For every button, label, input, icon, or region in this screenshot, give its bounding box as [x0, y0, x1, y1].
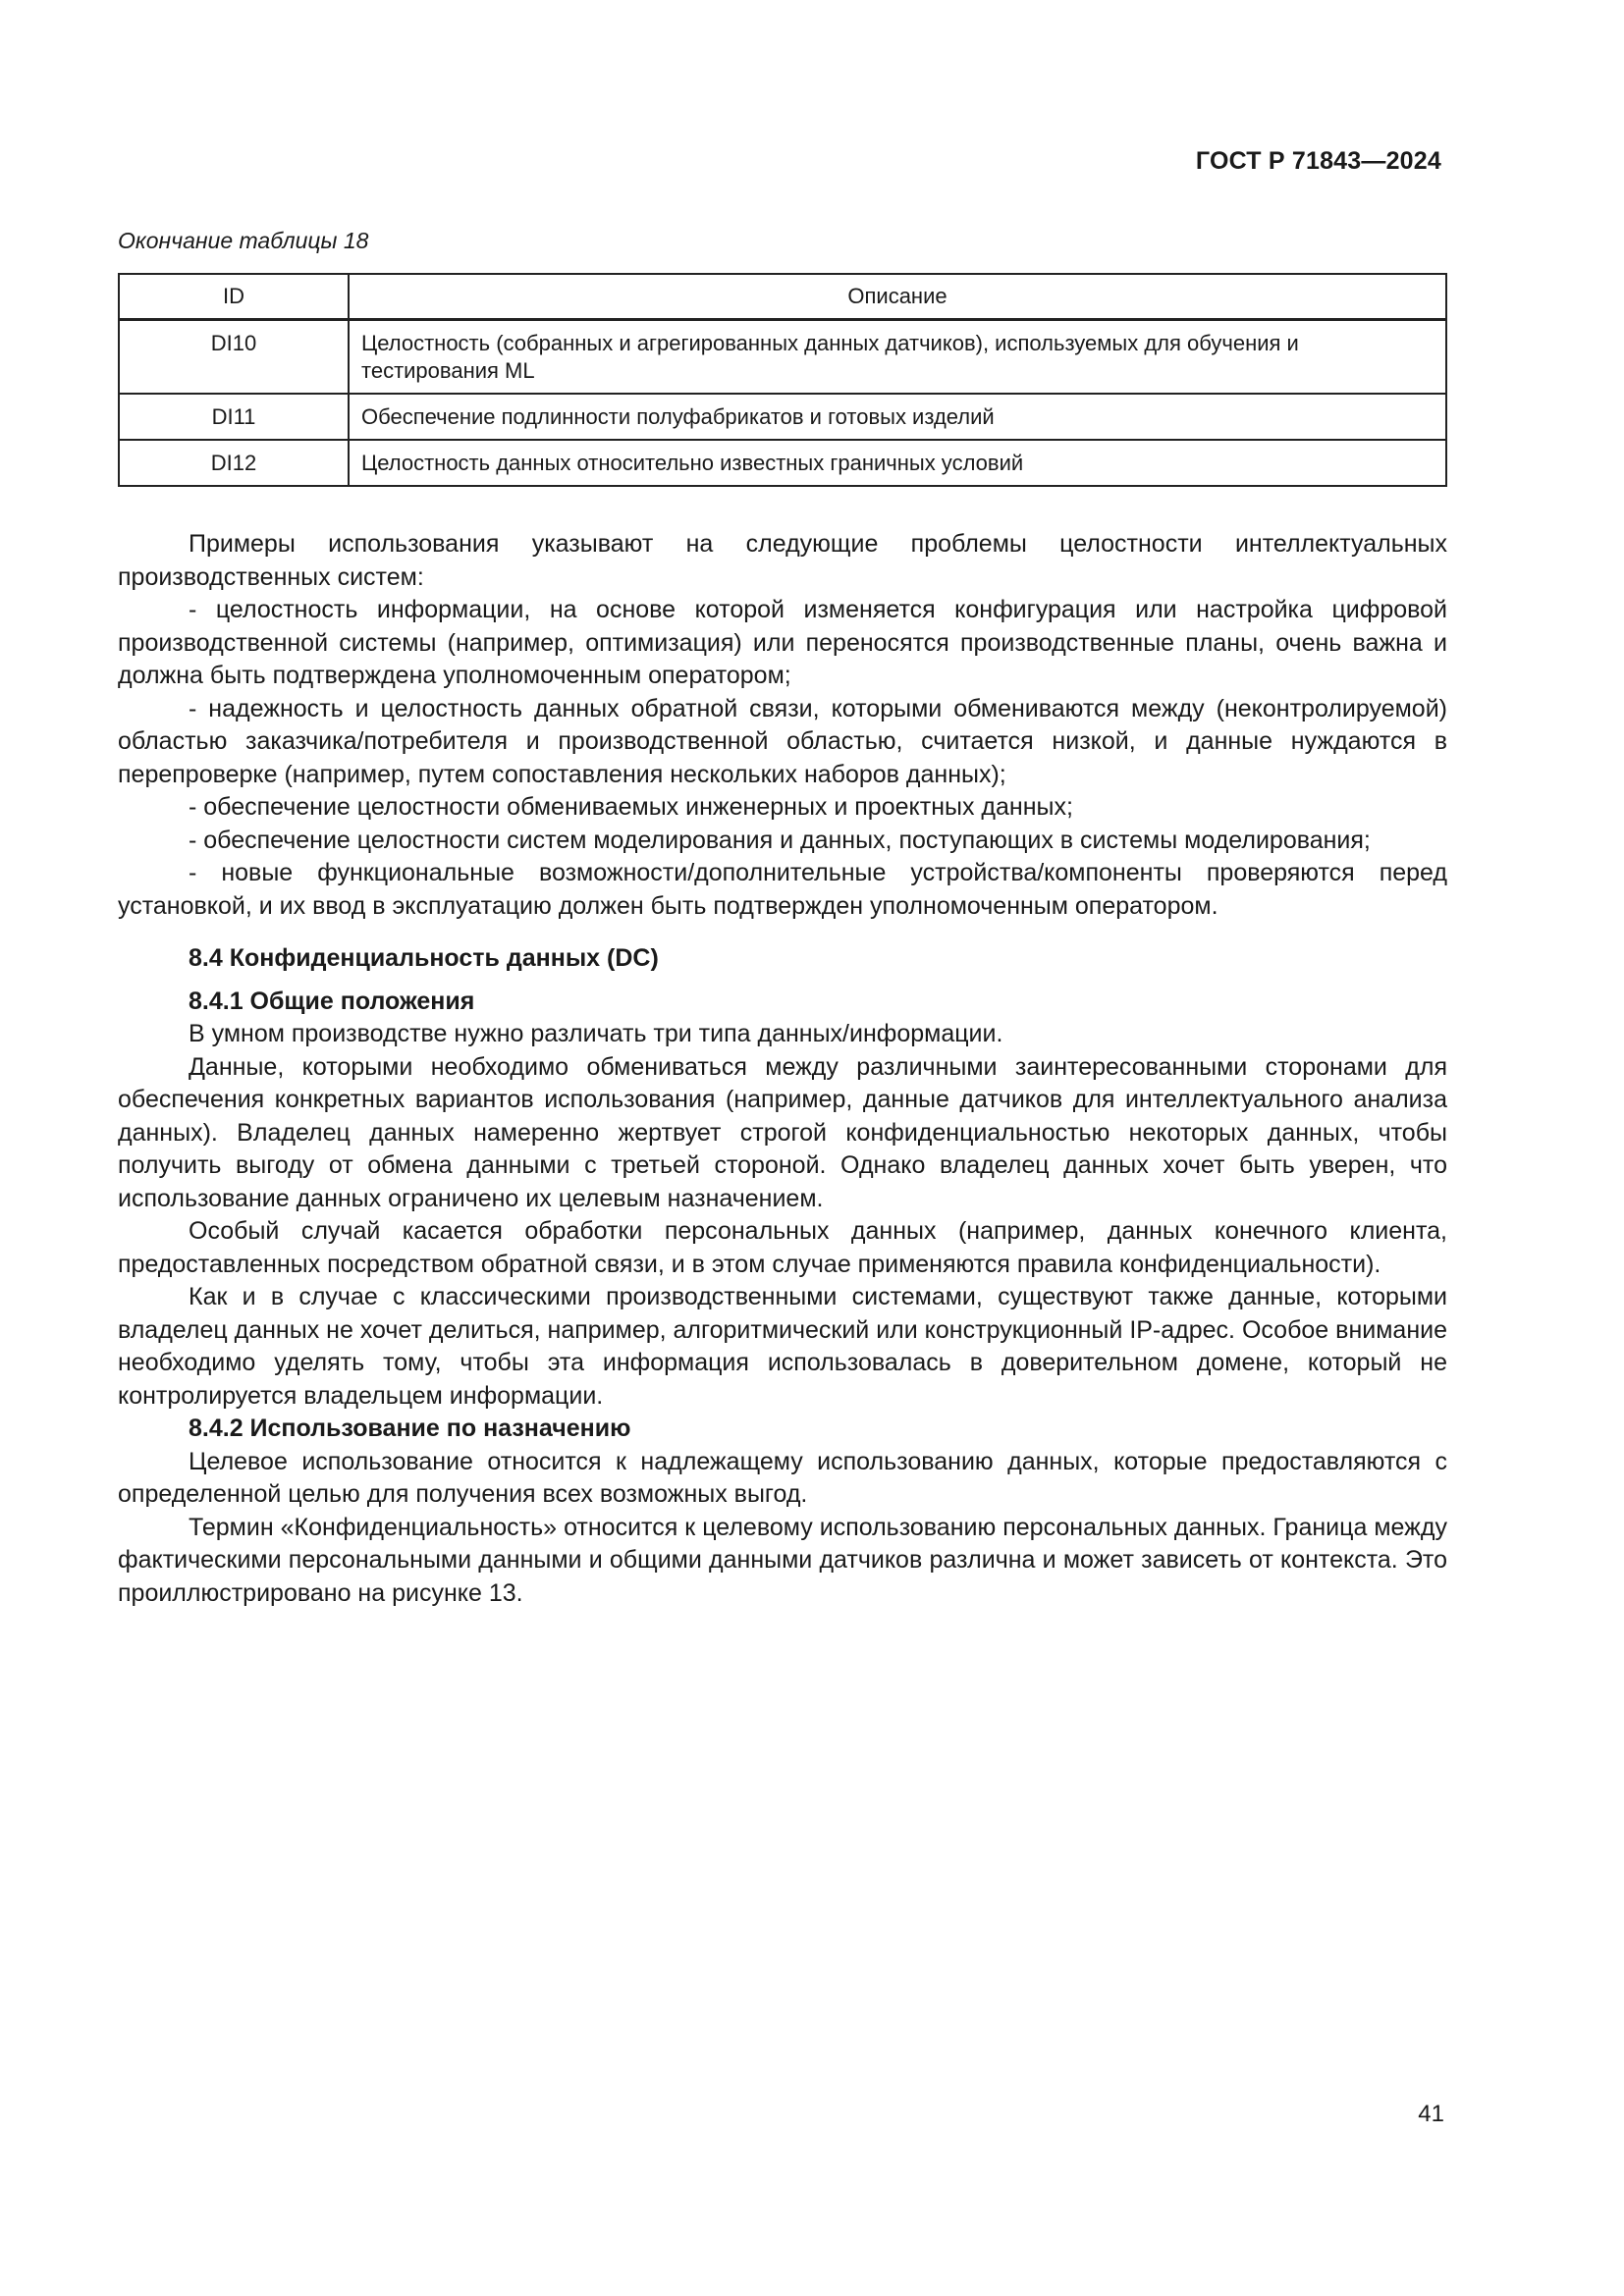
row-id: DI12	[119, 440, 349, 486]
table-row	[119, 440, 1446, 486]
list-item: - надежность и целостность данных обратной связи, которыми обмениваются между (неконтролируемой) областью заказчика/потребителя и производственной областью, считается низкой, и данные нуждаются в перепроверке (например, путем сопоставления нескольких наборов данных);	[118, 694, 1447, 788]
body-text	[118, 528, 1447, 1610]
paragraph: Целевое использование относится к надлежащему использованию данных, которые предоставляются с определенной целью для получения всех возможных выгод.	[118, 1447, 1447, 1508]
row-id: DI10	[119, 320, 349, 395]
paragraph: Данные, которыми необходимо обмениваться между различными заинтересованными сторонами для обеспечения конкретных вариантов использования (например, данные датчиков для интеллектуального анализа данных). Владелец данных намеренно жертвует строгой конфиденциальностью некоторых данных, чтобы получить выгоду от обмена данными с третьей стороной. Однако владелец данных хочет быть уверен, что использование данных ограничено их целевым назначением.	[118, 1052, 1447, 1212]
paragraph: Как и в случае с классическими производственными системами, существуют также данные, которыми владелец данных не хочет делиться, например, алгоритмический или конструкционный IP-адрес. Особое внимание необходимо уделять тому, чтобы эта информация использовалась в доверительном домене, который не контролируется владельцем информации.	[118, 1283, 1447, 1410]
row-id: DI11	[119, 394, 349, 440]
paragraph: В умном производстве нужно различать три типа данных/информации.	[189, 1020, 1003, 1047]
intro-paragraph: Примеры использования указывают на следующие проблемы целостности интеллектуальных производственных систем:	[118, 530, 1447, 591]
paragraph: Термин «Конфиденциальность» относится к целевому использованию персональных данных. Граница между фактическими персональными данными и общими данными датчиков различна и может зависеть от контекста. Это проиллюстрировано на рисунке 13.	[118, 1513, 1447, 1607]
column-header-description: Описание	[349, 274, 1446, 320]
section-heading-8-4-1: 8.4.1 Общие положения	[189, 987, 475, 1015]
row-description: Целостность данных относительно известных граничных условий	[349, 440, 1446, 486]
row-description: Обеспечение подлинности полуфабрикатов и готовых изделий	[349, 394, 1446, 440]
table-header-row	[119, 274, 1446, 320]
list-item: - целостность информации, на основе которой изменяется конфигурация или настройка цифровой производственной системы (например, оптимизация) или переносятся производственные планы, очень важна и должна быть подтверждена уполномоченным оператором;	[118, 596, 1447, 689]
data-table	[118, 273, 1447, 487]
paragraph: Особый случай касается обработки персональных данных (например, данных конечного клиента, предоставленных посредством обратной связи, и в этом случае применяются правила конфиденциальности).	[118, 1217, 1447, 1278]
section-heading-8-4-2: 8.4.2 Использование по назначению	[189, 1415, 631, 1442]
page-number: 41	[1418, 2101, 1444, 2127]
table-caption: Окончание таблицы 18	[118, 228, 369, 253]
section-heading-8-4: 8.4 Конфиденциальность данных (DC)	[189, 944, 659, 972]
list-item: - обеспечение целостности обмениваемых инженерных и проектных данных;	[189, 793, 1073, 821]
column-header-id: ID	[119, 274, 349, 320]
table-row	[119, 320, 1446, 395]
table-row	[119, 394, 1446, 440]
list-item: - обеспечение целостности систем моделирования и данных, поступающих в системы моделирования;	[189, 826, 1371, 854]
row-description: Целостность (собранных и агрегированных данных датчиков), используемых для обучения и тестирования ML	[349, 320, 1446, 395]
list-item: - новые функциональные возможности/дополнительные устройства/компоненты проверяются перед установкой, и их ввод в эксплуатацию должен быть подтвержден уполномоченным оператором.	[118, 859, 1447, 920]
document-code: ГОСТ Р 71843—2024	[1195, 147, 1441, 175]
